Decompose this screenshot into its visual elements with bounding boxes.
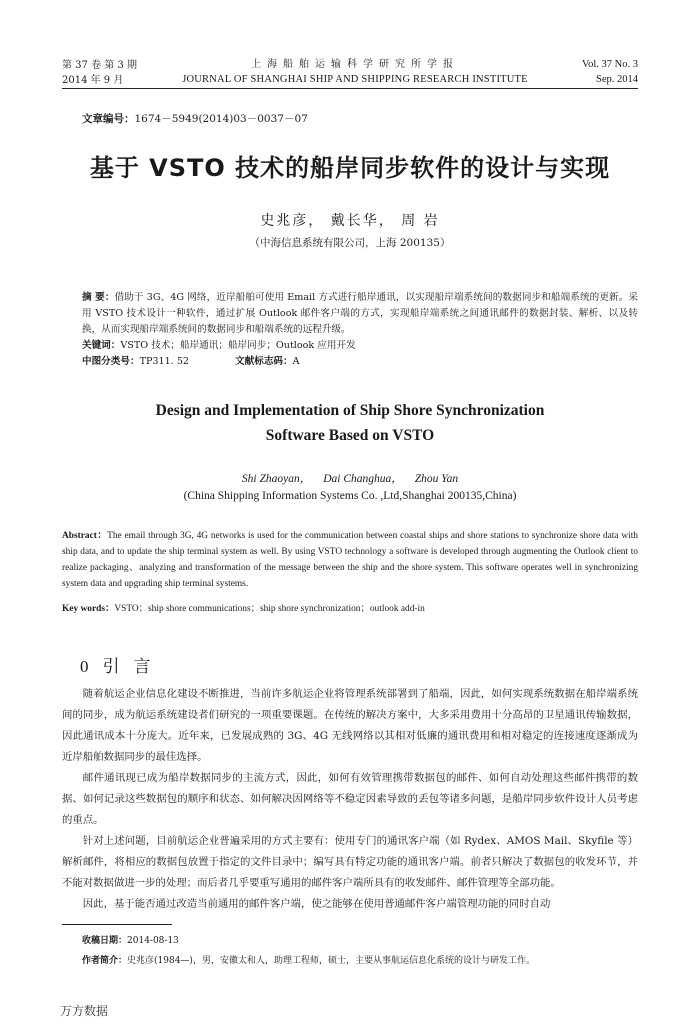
abstract-cn-text: 借助于 3G、4G 网络，近岸船舶可使用 Email 方式进行船岸通讯，以实现船岸端系统间的数据同步和船端系统的更新。采用 VSTO 技术设计一种软件，通过扩展 Outlook 邮件客户端的方式，实现船岸端系统之间通讯邮件的数据封装、解析、以及转换，从而实现船岸端系统间的数据同步和船端系统的远程升级。 <box>82 292 638 335</box>
header-journal <box>160 57 550 87</box>
bio-label: 作者简介： <box>82 956 128 966</box>
received-label: 收稿日期： <box>82 936 128 946</box>
header-volume-issue <box>62 58 137 88</box>
header-divider <box>62 88 638 89</box>
paper-title-en-line1: Design and Implementation of Ship Shore Synchronization <box>155 402 545 419</box>
abstract-cn <box>82 290 638 338</box>
bio-text: 史兆彦(1984—)，男，安徽太和人，助理工程师，硕士，主要从事航运信息化系统的设计与研发工作。 <box>127 956 535 966</box>
author-en-1: Shi Zhaoyan， <box>241 473 312 485</box>
abstract-cn-block <box>82 290 638 370</box>
abstract-en-label: Abstract： <box>62 531 108 541</box>
body-text <box>62 684 638 915</box>
journal-name-en: JOURNAL OF SHANGHAI SHIP AND SHIPPING RESEARCH INSTITUTE <box>182 74 528 85</box>
article-number-value: 1674－5949(2014)03－0037－07 <box>134 113 308 125</box>
author-bio <box>82 951 535 971</box>
article-number <box>82 111 308 126</box>
affiliation-cn: （中海信息系统有限公司，上海 200135） <box>249 237 451 249</box>
header-date: 2014 年 9 月 <box>62 75 124 86</box>
keywords-en <box>62 600 638 614</box>
keywords-en-text: VSTO；ship shore communications；ship shore synchronization；outlook add-in <box>114 604 425 614</box>
paper-title-cn: 基于 VSTO 技术的船岸同步软件的设计与实现 <box>89 154 611 182</box>
clc-value: TP311. 52 <box>139 356 190 367</box>
paragraph-4: 因此，基于能否通过改造当前通用的邮件客户端，使之能够在使用普通邮件客户端管理功能的同时自动 <box>82 898 551 910</box>
doc-code-value: A <box>292 356 300 367</box>
keywords-cn-text: VSTO 技术；船岸通讯；船岸同步；Outlook 应用开发 <box>120 340 356 351</box>
section-heading <box>80 652 165 677</box>
abstract-cn-label: 摘 要： <box>82 292 115 303</box>
paragraph-1: 随着航运企业信息化建设不断推进，当前许多航运企业将管理系统部署到了船端，因此，如何实现系统数据在船岸端系统间的同步，成为航运系统建设者们研究的一项重要课题。在传统的解决方案中，大多采用费用十分高昂的卫星通讯传输数据，因此通讯成本十分庞大。近年来，已发展成熟的 3G、4G 无线网络以其相对低廉的通讯费用和相对稳定的连接速度逐渐成为近岸船舶数据同步的最佳选择。 <box>62 688 638 763</box>
paper-title-en <box>60 398 640 448</box>
classification <box>82 354 638 370</box>
received-date <box>82 931 535 951</box>
paragraph-2: 邮件通讯现已成为船岸数据同步的主流方式，因此，如何有效管理携带数据包的邮件、如何自动处理这些邮件携带的数据、如何记录这些数据包的顺序和状态、如何解决因网络等不稳定因素导致的丢包等诸多问题，是船岸同步软件设计人员考虑的重点。 <box>62 772 638 826</box>
section-number: 0 <box>80 657 89 676</box>
clc-label: 中图分类号： <box>82 356 140 367</box>
keywords-cn-label: 关键词： <box>82 340 121 351</box>
paragraph-3: 针对上述问题，目前航运企业普遍采用的方式主要有：使用专门的通讯客户端（如 Rydex、AMOS Mail、Skyfile 等）解析邮件，将相应的数据包放置于指定的文件目录中；编写具有特定功能的通讯客户端。前者只解决了数据包的收发环节，并不能对数据做进一步的处理；而后者几乎要重写通用的邮件客户端所具有的收发邮件、邮件管理等全部功能。 <box>62 835 638 889</box>
authors-en <box>0 470 700 486</box>
article-number-label: 文章编号： <box>82 113 135 125</box>
journal-name-cn: 上海船舶运输科学研究所学报 <box>251 59 459 70</box>
author-en-2: Dai Changhua， <box>323 473 403 485</box>
header-volume: 第 37 卷 第 3 期 <box>62 60 137 71</box>
footnote-divider <box>62 924 172 925</box>
received-value: 2014-08-13 <box>127 936 179 946</box>
authors-cn: 史兆彦， 戴长华， 周 岩 <box>260 213 440 229</box>
author-en-3: Zhou Yan <box>414 473 459 485</box>
footnote <box>82 931 535 971</box>
doc-code-label: 文献标志码： <box>235 356 293 367</box>
keywords-en-label: Key words： <box>62 604 115 614</box>
affiliation-en: (China Shipping Information Systems Co. ,Ltd,Shanghai 200135,China) <box>183 490 517 502</box>
section-title: 引言 <box>102 657 165 677</box>
watermark: 万方数据 <box>60 1004 109 1018</box>
header-vol-no: Vol. 37 No. 3 <box>581 59 638 70</box>
abstract-en <box>62 528 638 592</box>
header-month-year: Sep. 2014 <box>596 74 638 85</box>
abstract-en-text: The email through 3G, 4G networks is used for the communication between coastal ships and shore stations to synchronize shore data with ship data, and to update the ship terminal system as well. By using VSTO technology a software is developed through augmenting the Outlook client to realize packaging、analyzing and transformation of the message between the ship and the shore system. This software operates well in synchronizing system data and upgrading ship terminal systems. <box>62 531 638 589</box>
paper-title-en-line2: Software Based on VSTO <box>265 427 435 444</box>
keywords-cn <box>82 338 638 354</box>
header-vol-en <box>582 57 638 87</box>
